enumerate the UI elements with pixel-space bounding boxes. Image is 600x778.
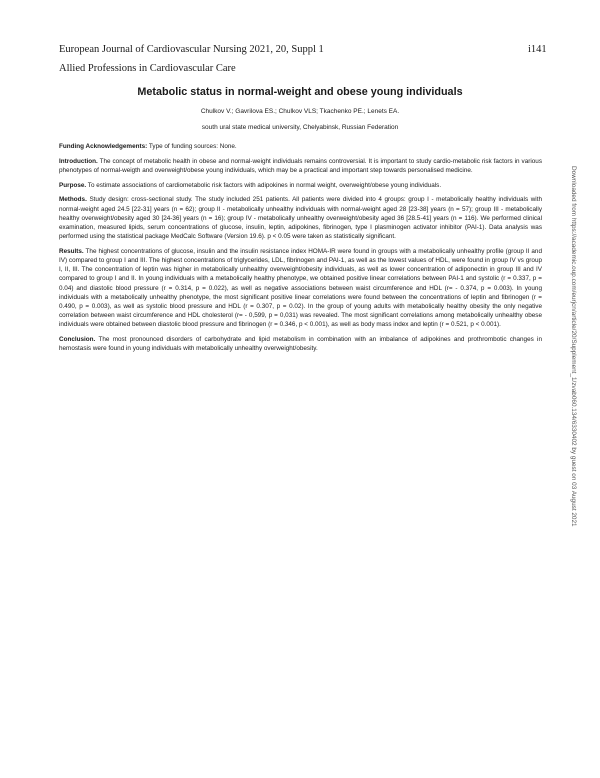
funding-label: Funding Acknowledgements: — [59, 143, 148, 150]
purpose-text: To estimate associations of cardiometabolic risk factors with adipokines in normal weight, overweight/obese young individuals. — [86, 181, 442, 189]
page-number: i141 — [528, 44, 547, 55]
funding-text: Type of funding sources: None. — [147, 143, 237, 150]
results-label: Results. — [59, 247, 84, 255]
journal-citation: European Journal of Cardiovascular Nursing 2021, 20, Suppl 1 — [59, 44, 324, 55]
download-watermark: Downloaded from https://academic.oup.com/eurjcn/article/20/Supplement_1/zvab060.134/6330402 by guest on 03 August 2021 — [570, 166, 577, 527]
methods-label: Methods. — [59, 196, 87, 204]
introduction-paragraph — [59, 157, 542, 175]
purpose-label: Purpose. — [59, 181, 87, 189]
results-paragraph — [59, 247, 542, 330]
conclusion-paragraph — [59, 335, 542, 353]
section-heading: Allied Professions in Cardiovascular Care — [59, 63, 236, 74]
conclusion-label: Conclusion. — [59, 336, 96, 344]
abstract-body — [59, 142, 542, 359]
author-affiliation: south ural state medical university, Chelyabinsk, Russian Federation — [201, 124, 399, 131]
conclusion-text: The most pronounced disorders of carbohydrate and lipid metabolism in combination with an imbalance of adipokines and prothrombotic changes in hemostasis were found in young individuals with metabolically unhealthy overweight/obesity. — [59, 336, 542, 353]
purpose-paragraph — [59, 181, 542, 190]
article-title: Metabolic status in normal-weight and obese young individuals — [137, 86, 463, 98]
author-list: Chulkov V.; Gavrilova ES.; Chulkov VLS; Tkachenko PE.; Lenets EA. — [200, 108, 400, 115]
introduction-text: The concept of metabolic health in obese and normal-weight individuals remains controversial. It is important to study cardio-metabolic risk factors in various phenotypes of normal-weigth and overweight/obese young individuals, which may be a practical and important step towards personalised medicine. — [59, 157, 542, 174]
funding-paragraph — [59, 142, 542, 151]
methods-text: Study design: cross-sectional study. The study included 251 patients. All patients were divided into 4 groups: group I - metabolically healthy individuals with normal-weight aged 24.5 [22-31] years (n = 62); group II - metabolically unhealthy individuals with normal-weight aged 28 [23-38] years (n = 57); group III - metabolically healthy overweight/obesity aged 30 [24-36] years (n = 16); group IV - metabolically unhealthy overweight/obesity aged 36 [28.5-41] years (n = 116). We performed clinical examination, measured lipids, serum concentrations of glucose, insulin, leptin, adipokines, fibrinogen, type I plasminogen activator inhibitor (PAI-1). Data analysis was performed using the statistical package MedCalc Software (Version 19.6). p < 0.05 were taken as statistically significant. — [59, 196, 542, 241]
methods-paragraph — [59, 195, 542, 241]
results-text: The highest concentrations of glucose, insulin and the insulin resistance index HOMA-IR were found in groups with a metabolically unhealthy profile (group II and IV) compared to group I and III. The highest concentrations of triglycerides, LDL, fibrinogen and PAI-1, as well as the lowest values of HDL, were found in group IV vs group I, II, III. The concentration of leptin was higher in metabolically unhealthy overweight/obesity individuals, as well as lower concentration of adiponectin in group III and IV compared to group I and II. In young individuals with a metabolically healthy phenotype, we obtained positive linear correlations between PAI-1 and systolic (r = 0.337, p = 0.04) and diastolic blood pressure (r = 0.314, p = 0.022), as well as negative associations between waist circumference and HDL (r= - 0.374, p = 0.003). In young individuals with a metabolically unhealthy phenotype, the most significant positive linear correlations were found between the concentrations of leptin and fibrinogen (r = 0.490, p = 0.003), as well as systolic blood pressure and HDL (r = 0.307, p = 0.02). In the group of young adults with metabolically healthy obesity the only negative correlation between waist circumference and HDL cholesterol (r= - 0,599, p = 0,031) was revealed. The most significant correlations among metabolically unhealthy obese individuals were obtained between diastolic blood pressure and fibrinogen (r = 0.346, p < 0.001), as well as body mass index and leptin (r = 0.521, p < 0.001). — [59, 247, 542, 329]
introduction-label: Introduction. — [59, 157, 98, 165]
